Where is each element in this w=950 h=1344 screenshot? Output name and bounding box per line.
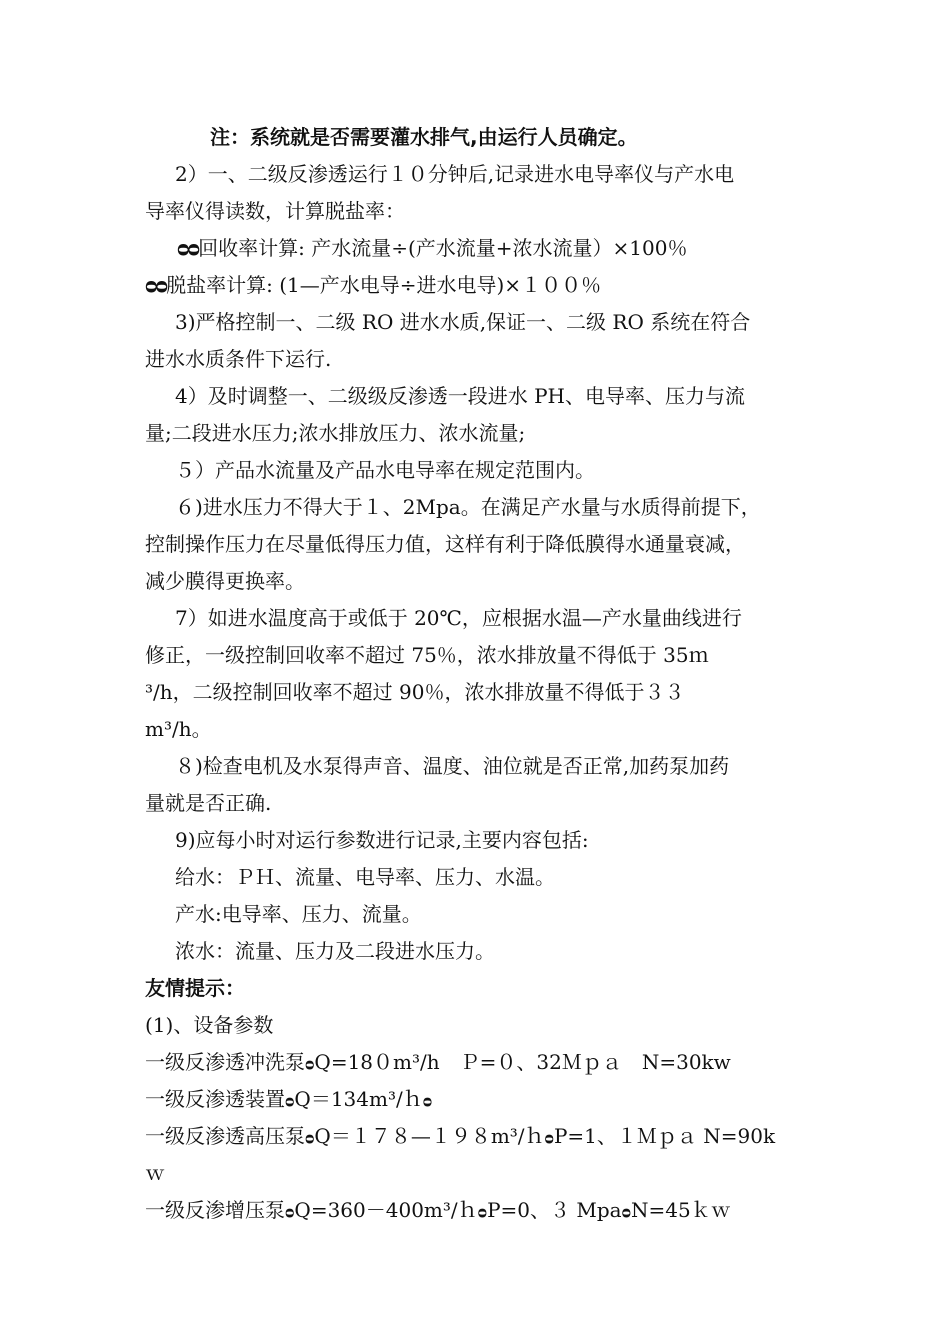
item-6-line-1: ６)进水压力不得大于１、2Mpa。在满足产水量与水质得前提下， [175, 495, 761, 519]
drop-bullet-icon: ᴑ [285, 1092, 295, 1110]
drop-bullet-icon: ᴑᴑ [177, 236, 199, 260]
drop-bullet-icon: ᴑ [285, 1203, 295, 1221]
high-pressure-pump-values: P=1、１Ｍｐａ N=90k [553, 1124, 776, 1148]
booster-pump-flow: Q=360－400m³/ｈ [294, 1198, 478, 1222]
concentrate-water-params: 浓水：流量、压力及二段进水压力。 [175, 939, 495, 963]
booster-pump-pressure: P=0、３ Mpa [487, 1198, 622, 1222]
item-7-line-1: 7）如进水温度高于或低于 20℃，应根据水温—产水量曲线进行 [175, 606, 742, 630]
booster-pump-params [145, 1195, 731, 1227]
item-8-line-2: 量就是否正确. [145, 791, 272, 815]
ro-device-values: Q＝134m³/ｈ [294, 1087, 423, 1111]
item-3-line-1: 3)严格控制一、二级 RO 进水水质,保证一、二级 RO 系统在符合 [175, 310, 751, 334]
item-6-line-2: 控制操作压力在尽量低得压力值，这样有利于降低膜得水通量衰减， [145, 532, 745, 556]
item-6-line-3: 减少膜得更换率。 [145, 569, 305, 593]
item-4-line-1: 4）及时调整一、二级级反渗透一段进水 PH、电导率、压力与流 [175, 384, 745, 408]
high-pressure-pump-params-cont: ｗ [145, 1161, 165, 1185]
drop-bullet-icon: ᴑ [621, 1203, 632, 1221]
item-3-line-2: 进水水质条件下运行. [145, 347, 332, 371]
flush-pump-params [145, 1047, 731, 1079]
item-7-line-4: m³/h。 [145, 717, 212, 741]
high-pressure-pump-params [145, 1121, 775, 1153]
drop-bullet-icon: ᴑ [305, 1129, 315, 1147]
flush-pump-name: 一级反渗透冲洗泵 [145, 1050, 305, 1074]
drop-bullet-icon: ᴑᴑ [145, 273, 167, 297]
drop-bullet-icon: ᴑ [305, 1055, 315, 1073]
item-8-line-1: ８)检查电机及水泵得声音、温度、油位就是否正常,加药泵加药 [175, 754, 730, 778]
item-7-line-3: ³/h，二级控制回收率不超过 90％，浓水排放量不得低于３３ [145, 680, 685, 704]
high-pressure-pump-name: 一级反渗透高压泵 [145, 1124, 305, 1148]
feed-water-params: 给水：ＰＨ、流量、电导率、压力、水温。 [175, 865, 555, 889]
booster-pump-name: 一级反渗增压泵 [145, 1198, 285, 1222]
booster-pump-power: N=45ｋｗ [631, 1198, 731, 1222]
drop-bullet-icon: ᴑ [477, 1203, 488, 1221]
desalination-rate-formula [145, 270, 601, 300]
equipment-params-heading: (1)、设备参数 [145, 1013, 274, 1037]
flush-pump-values: Q=18０m³/h Ｐ=０、32Ｍｐａ N=30kw [314, 1050, 731, 1074]
tip-heading: 友情提示： [145, 976, 245, 1000]
item-2-line-1: 2）一、二级反渗透运行１０分钟后,记录进水电导率仪与产水电 [175, 162, 735, 186]
note-line: 注：系统就是否需要灌水排气,由运行人员确定。 [210, 125, 638, 149]
item-5-line: ５）产品水流量及产品水电导率在规定范围内。 [175, 458, 595, 482]
item-2-line-2: 导率仪得读数，计算脱盐率： [145, 199, 405, 223]
product-water-params: 产水:电导率、压力、流量。 [175, 902, 422, 926]
item-9-line-1: 9)应每小时对运行参数进行记录,主要内容包括: [175, 828, 589, 852]
high-pressure-pump-flow: Q＝１７８—１９８m³/ｈ [314, 1124, 545, 1148]
drop-bullet-icon: ᴑ [544, 1129, 554, 1147]
item-7-line-2: 修正，一级控制回收率不超过 75％，浓水排放量不得低于 35ｍ [145, 643, 709, 667]
drop-bullet-icon: ᴑ [422, 1092, 433, 1110]
recovery-rate-text: 回收率计算: 产水流量÷(产水流量+浓水流量）×100％ [198, 236, 688, 260]
desalination-rate-text: 脱盐率计算: (1—产水电导÷进水电导)×１００％ [166, 273, 602, 297]
ro-device-params [145, 1084, 432, 1116]
item-4-line-2: 量;二段进水压力;浓水排放压力、浓水流量; [145, 421, 526, 445]
recovery-rate-formula [177, 233, 687, 263]
ro-device-name: 一级反渗透装置 [145, 1087, 285, 1111]
